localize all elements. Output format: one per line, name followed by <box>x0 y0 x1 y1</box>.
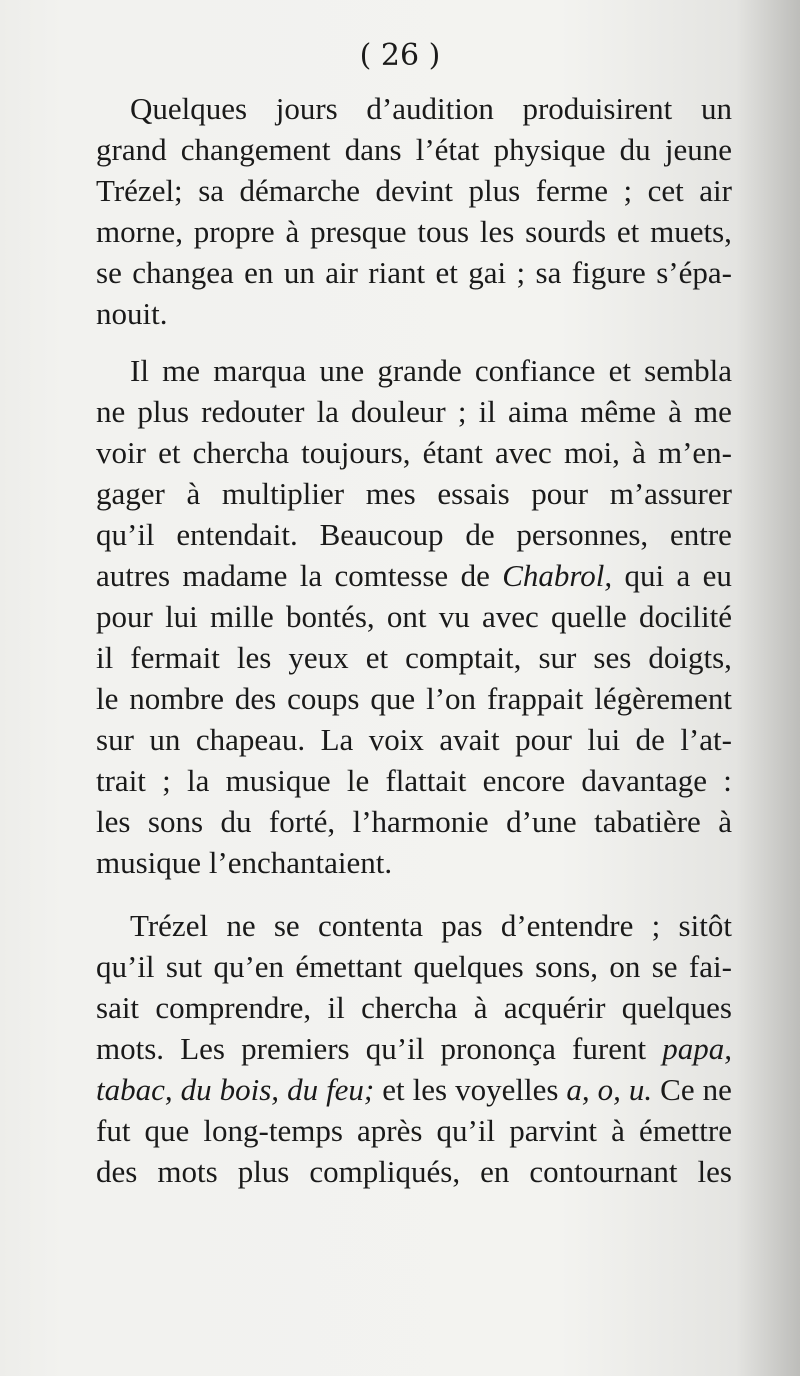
text-line: autres madame la comtesse de Chabrol, qui a eu <box>96 558 732 593</box>
text-line: les sons du forté, l’harmonie d’une tabatière à <box>96 804 732 839</box>
text-line: sait comprendre, il chercha à acquérir quelques <box>96 990 732 1025</box>
text-line: grand changement dans l’état physique du jeune <box>96 132 732 167</box>
text-line: se changea en un air riant et gai ; sa figure s’épa- <box>96 255 732 290</box>
text-line: ne plus redouter la douleur ; il aima même à me <box>96 394 732 429</box>
text-line: le nombre des coups que l’on frappait légèrement <box>96 681 732 716</box>
text-line: mots. Les premiers qu’il prononça furent papa, <box>96 1031 732 1066</box>
text-line: tabac, du bois, du feu; et les voyelles a, o, u. Ce ne <box>96 1072 732 1107</box>
text-line: musique l’enchantaient. <box>96 845 393 880</box>
paragraph-3 <box>96 905 732 1192</box>
text-line: gager à multiplier mes essais pour m’assurer <box>96 476 732 511</box>
text-line: morne, propre à presque tous les sourds et muets, <box>96 214 732 249</box>
text-line: pour lui mille bontés, ont vu avec quelle docilité <box>96 599 732 634</box>
text-line: qu’il sut qu’en émettant quelques sons, on se fai- <box>96 949 732 984</box>
text-line: il fermait les yeux et comptait, sur ses doigts, <box>96 640 732 675</box>
text-line: nouit. <box>96 296 168 331</box>
text-line: trait ; la musique le flattait encore davantage : <box>96 763 732 798</box>
text-line: fut que long-temps après qu’il parvint à émettre <box>96 1113 732 1148</box>
paragraph-2 <box>96 350 732 883</box>
text-line: Il me marqua une grande confiance et sembla <box>130 353 732 388</box>
text-line: des mots plus compliqués, en contournant les <box>96 1154 732 1189</box>
text-line: Trézel; sa démarche devint plus ferme ; cet air <box>96 173 732 208</box>
text-line: Trézel ne se contenta pas d’entendre ; sitôt <box>130 908 732 943</box>
text-line: voir et chercha toujours, étant avec moi, à m’en- <box>96 435 732 470</box>
text-line: sur un chapeau. La voix avait pour lui de l’at- <box>96 722 732 757</box>
text-line: qu’il entendait. Beaucoup de personnes, entre <box>96 517 732 552</box>
page-number: ( 26 ) <box>359 38 441 73</box>
paragraph-1 <box>96 88 732 334</box>
text-line: Quelques jours d’audition produisirent un <box>130 91 732 126</box>
